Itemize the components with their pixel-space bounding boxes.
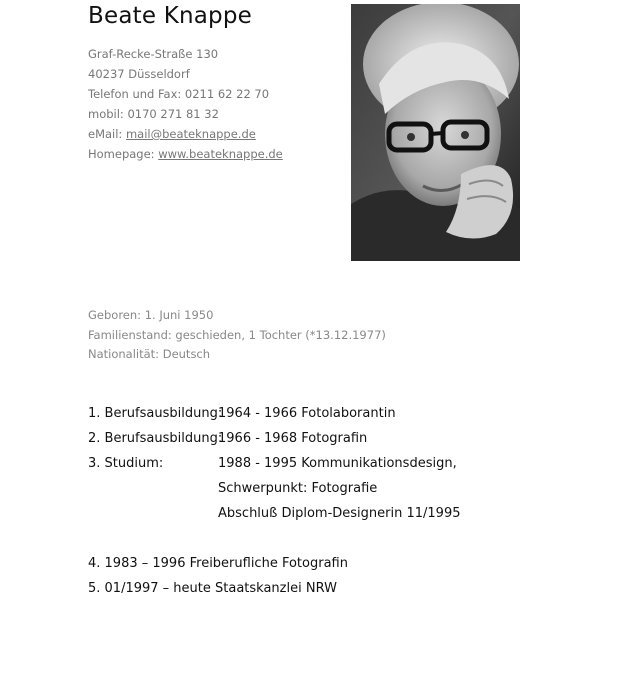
- address-city: 40237 Düsseldorf: [88, 67, 190, 81]
- family-status: Familienstand: geschieden, 1 Tochter (*13.12.1977): [88, 327, 386, 342]
- mobile-phone: mobil: 0170 271 81 32: [88, 107, 219, 121]
- portrait-photo: [351, 4, 520, 261]
- homepage-link[interactable]: www.beateknappe.de: [158, 147, 283, 161]
- cv-item-detail: Abschluß Diplom-Designerin 11/1995: [218, 506, 461, 521]
- cv-item-value: 1988 - 1995 Kommunikationsdesign,: [218, 456, 457, 471]
- email-row: [88, 124, 283, 144]
- homepage-row: [88, 144, 283, 164]
- cv-item-detail: Schwerpunkt: Fotografie: [218, 481, 378, 496]
- phone-fax: Telefon und Fax: 0211 62 22 70: [88, 87, 270, 101]
- cv-item: [88, 401, 461, 426]
- address-street: Graf-Recke-Straße 130: [88, 47, 219, 61]
- cv-list: [88, 401, 461, 601]
- cv-item: [88, 426, 461, 451]
- cv-item: 4. 1983 – 1996 Freiberufliche Fotografin: [88, 556, 348, 571]
- cv-item-label: 3. Studium:: [88, 456, 164, 471]
- cv-item-value: 1964 - 1966 Fotolaborantin: [218, 406, 396, 421]
- email-label: eMail:: [88, 127, 123, 141]
- homepage-label: Homepage:: [88, 147, 155, 161]
- contact-block: [88, 44, 283, 164]
- cv-item: [88, 451, 461, 476]
- birth-date: Geboren: 1. Juni 1950: [88, 308, 214, 322]
- personal-info: [88, 306, 386, 365]
- cv-item: 5. 01/1997 – heute Staatskanzlei NRW: [88, 581, 337, 596]
- cv-item-label: 1. Berufsausbildung:: [88, 406, 223, 421]
- cv-item-value: 1966 - 1968 Fotografin: [218, 431, 368, 446]
- nationality: Nationalität: Deutsch: [88, 347, 211, 361]
- spacer: [88, 526, 461, 551]
- email-link[interactable]: mail@beateknappe.de: [125, 127, 256, 141]
- cv-item-label: 2. Berufsausbildung:: [88, 431, 223, 446]
- person-name: Beate Knappe: [88, 3, 253, 29]
